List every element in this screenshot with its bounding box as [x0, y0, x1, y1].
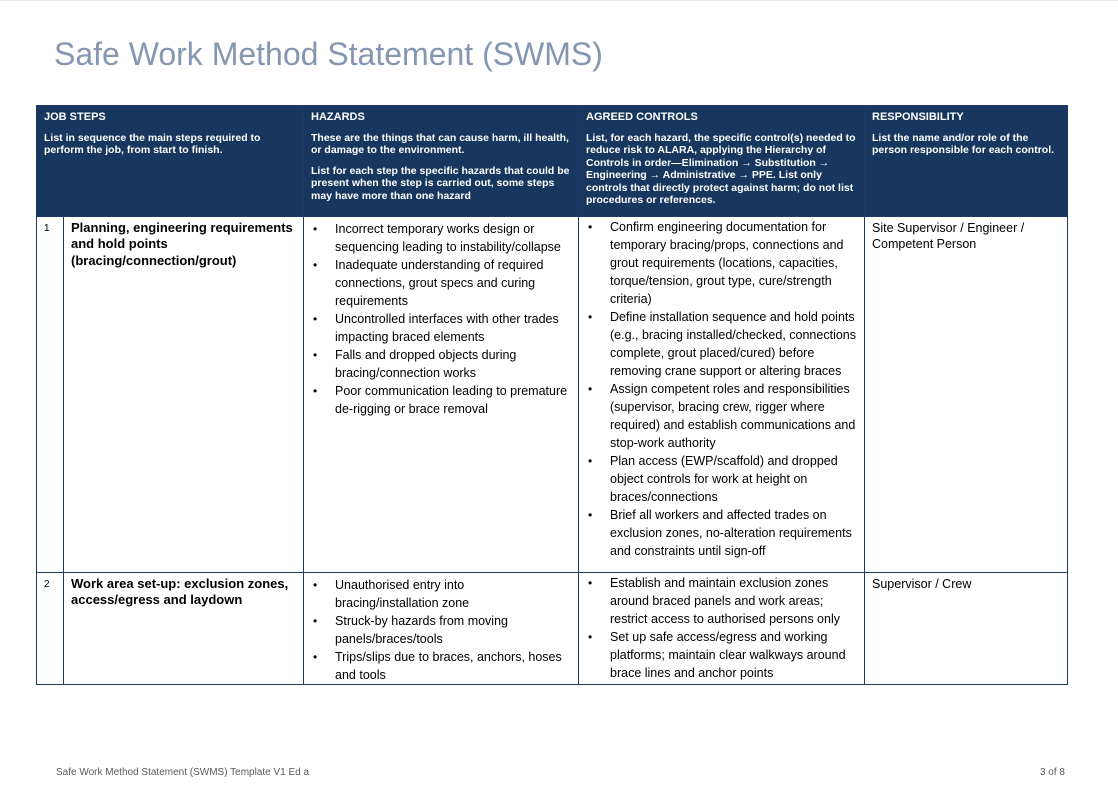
hazards-list — [311, 220, 571, 418]
control-item: • Establish and maintain exclusion zones around braced panels and work areas; restrict access to authorised persons only — [586, 574, 857, 628]
hazard-item: • Struck-by hazards from moving panels/braces/tools — [311, 612, 571, 648]
table-header-row — [37, 106, 1068, 217]
job-step: Work area set-up: exclusion zones, access/egress and laydown — [64, 572, 304, 684]
header-job-steps-title: JOB STEPS — [44, 111, 106, 123]
controls-cell — [579, 216, 865, 572]
header-agreed-controls — [579, 106, 865, 217]
hazards-cell — [304, 216, 579, 572]
header-responsibility — [865, 106, 1068, 217]
controls-cell — [579, 572, 865, 684]
footer-document-name: Safe Work Method Statement (SWMS) Template V1 Ed a — [56, 767, 310, 778]
header-hazards-text-2: List for each step the specific hazards that could be present when the step is carried out, some steps may have more than one hazard — [311, 164, 570, 202]
hazard-item: • Incorrect temporary works design or sequencing leading to instability/collapse — [311, 220, 571, 256]
header-hazards — [304, 106, 579, 217]
control-item: • Confirm engineering documentation for temporary bracing/props, connections and grout requirements (locations, capacities, torque/tension, grout type, cure/strength criteria) — [586, 218, 857, 308]
hazard-item: • Inadequate understanding of required connections, grout specs and curing requirements — [311, 256, 571, 310]
control-item: • Assign competent roles and responsibilities (supervisor, bracing crew, rigger where required) and establish communications and stop-work authority — [586, 380, 857, 452]
controls-list — [586, 574, 857, 682]
footer-page-number: 3 of 8 — [1039, 767, 1065, 778]
job-step: Planning, engineering requirements and hold points (bracing/connection/grout) — [64, 216, 304, 572]
hazard-item: • Uncontrolled interfaces with other trades impacting braced elements — [311, 310, 571, 346]
control-item: • Set up safe access/egress and working platforms; maintain clear walkways around brace lines and anchor points — [586, 628, 857, 682]
header-job-steps — [37, 106, 304, 217]
hazard-item: • Trips/slips due to braces, anchors, hoses and tools — [311, 648, 571, 684]
hazards-cell — [304, 572, 579, 684]
control-item: • Brief all workers and affected trades on exclusion zones, no-alteration requirements and constraints until sign-off — [586, 506, 857, 560]
responsibility-cell: Supervisor / Crew — [865, 572, 1068, 684]
hazard-item: • Unauthorised entry into bracing/installation zone — [311, 576, 571, 612]
header-hazards-title: HAZARDS — [311, 111, 365, 123]
swms-table — [36, 105, 1068, 685]
control-item: • Plan access (EWP/scaffold) and dropped object controls for work at height on braces/connections — [586, 452, 857, 506]
step-number: 2 — [37, 572, 64, 684]
header-hazards-text-1: These are the things that can cause harm, ill health, or damage to the environment. — [311, 131, 569, 156]
controls-list — [586, 218, 857, 560]
document-title: Safe Work Method Statement (SWMS) — [54, 36, 603, 72]
header-agreed-controls-text: List, for each hazard, the specific control(s) needed to reduce risk to ALARA, applying the Hierarchy of Controls in order—Elimination → Substitution → Engineering → Administrative → PPE. List only controls that directly protect against harm; do not list procedures or references. — [586, 131, 856, 206]
hazards-list — [311, 576, 571, 684]
header-responsibility-text: List the name and/or role of the person responsible for each control. — [872, 131, 1055, 156]
header-agreed-controls-title: AGREED CONTROLS — [586, 111, 698, 123]
page-top-border — [0, 0, 1118, 1]
hazard-item: • Falls and dropped objects during bracing/connection works — [311, 346, 571, 382]
hazard-item: • Poor communication leading to premature de-rigging or brace removal — [311, 382, 571, 418]
table-row — [37, 572, 1068, 684]
responsibility-cell: Site Supervisor / Engineer / Competent Person — [865, 216, 1068, 572]
header-job-steps-text: List in sequence the main steps required to perform the job, from start to finish. — [44, 131, 261, 156]
table-row — [37, 216, 1068, 572]
header-responsibility-title: RESPONSIBILITY — [872, 111, 964, 123]
control-item: • Define installation sequence and hold points (e.g., bracing installed/checked, connections complete, grout placed/cured) before removing crane support or altering braces — [586, 308, 857, 380]
step-number: 1 — [37, 216, 64, 572]
